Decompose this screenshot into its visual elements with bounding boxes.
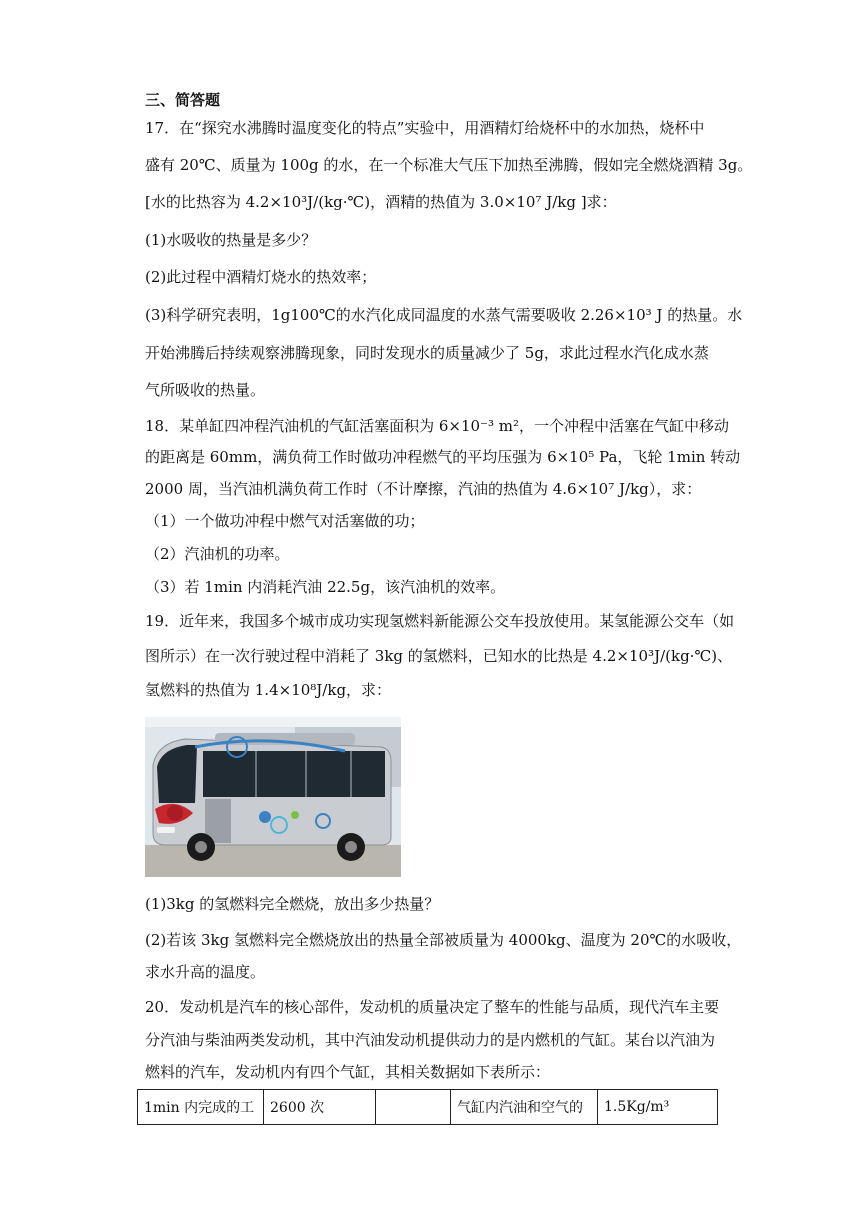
- q18-line-3: 2000 周，当汽油机满负荷工作时（不计摩擦，汽油的热值为 4.6×10⁷ J/kg），求：: [145, 480, 702, 498]
- q19-line-3: 氢燃料的热值为 1.4×10⁸J/kg，求：: [145, 681, 392, 699]
- q17-line-5: (2)此过程中酒精灯烧水的热效率；: [145, 268, 377, 286]
- table-cell: 1.5Kg/m³: [598, 1090, 718, 1125]
- q20-line-2: 分汽油与柴油两类发动机，其中汽油发动机提供动力的是内燃机的气缸。某台以汽油为: [145, 1031, 716, 1049]
- q19-line-4: (1)3kg 的氢燃料完全燃烧，放出多少热量？: [145, 895, 440, 913]
- q19-line-6: 求水升高的温度。: [145, 963, 266, 981]
- table-cell: 1min 内完成的工: [138, 1090, 264, 1125]
- q18-line-5: （2）汽油机的功率。: [145, 545, 290, 563]
- bus-illustration: [145, 717, 401, 877]
- q19-line-2: 图所示）在一次行驶过程中消耗了 3kg 的氢燃料，已知水的比热是 4.2×10³J/(kg·℃)、: [145, 647, 733, 665]
- q18-line-4: （1）一个做功冲程中燃气对活塞做的功；: [145, 512, 425, 530]
- table-cell: 2600 次: [264, 1090, 376, 1125]
- q18-line-1: 18．某单缸四冲程汽油机的气缸活塞面积为 6×10⁻³ m²，一个冲程中活塞在气缸中移动: [145, 417, 729, 435]
- q17-line-7: 开始沸腾后持续观察沸腾现象，同时发现水的质量减少了 5g，求此过程水汽化成水蒸: [145, 344, 709, 362]
- section-title: 三、简答题: [145, 91, 221, 109]
- q19-line-5: (2)若该 3kg 氢燃料完全燃烧放出的热量全部被质量为 4000kg、温度为 20℃的水吸收，: [145, 931, 742, 949]
- q17-line-6: (3)科学研究表明，1g100℃的水汽化成同温度的水蒸气需要吸收 2.26×10³ J 的热量。水: [145, 306, 743, 324]
- q20-line-3: 燃料的汽车，发动机内有四个气缸，其相关数据如下表所示：: [145, 1063, 551, 1081]
- table-cell: [376, 1090, 451, 1125]
- q17-line-4: (1)水吸收的热量是多少？: [145, 231, 317, 249]
- q18-line-2: 的距离是 60mm，满负荷工作时做功冲程燃气的平均压强为 6×10⁵ Pa，飞轮 1min 转动: [145, 448, 741, 466]
- q17-line-3: [水的比热容为 4.2×10³J/(kg·℃)，酒精的热值为 3.0×10⁷ J/kg ]求：: [145, 193, 617, 211]
- q20-line-1: 20．发动机是汽车的核心部件，发动机的质量决定了整车的性能与品质，现代汽车主要: [145, 998, 720, 1016]
- q17-line-8: 气所吸收的热量。: [145, 381, 266, 399]
- engine-data-table: [137, 1089, 718, 1125]
- q18-line-6: （3）若 1min 内消耗汽油 22.5g，该汽油机的效率。: [145, 578, 506, 596]
- q17-line-1: 17．在“探究水沸腾时温度变化的特点”实验中，用酒精灯给烧杯中的水加热，烧杯中: [145, 119, 705, 137]
- hydrogen-bus-photo: [145, 717, 401, 877]
- table-cell: 气缸内汽油和空气的: [451, 1090, 598, 1125]
- q17-line-2: 盛有 20℃、质量为 100g 的水，在一个标准大气压下加热至沸腾，假如完全燃烧酒精 3g。: [145, 156, 753, 174]
- table-row: [138, 1090, 718, 1125]
- q19-line-1: 19．近年来，我国多个城市成功实现氢燃料新能源公交车投放使用。某氢能源公交车（如: [145, 612, 735, 630]
